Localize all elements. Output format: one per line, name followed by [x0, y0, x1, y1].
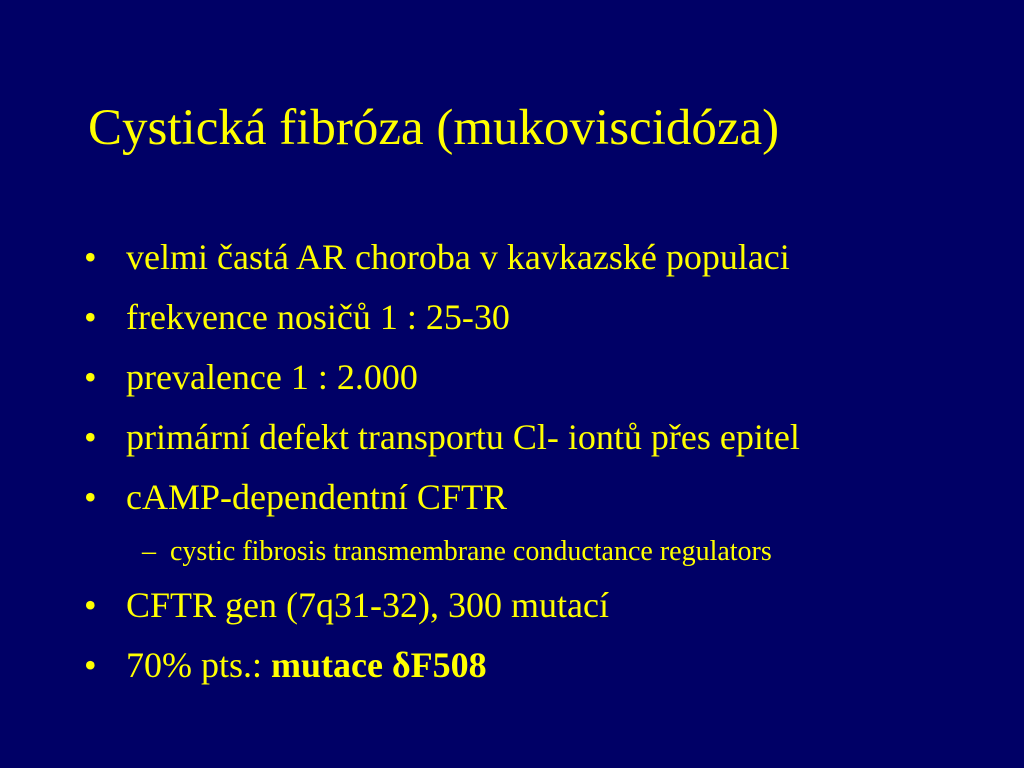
bullet-marker: • — [84, 477, 97, 517]
sub-bullet-item — [82, 532, 1002, 580]
bullet-item — [82, 472, 1002, 532]
bullet-item — [82, 352, 1002, 412]
bullet-item — [82, 640, 1002, 700]
bullet-marker: • — [84, 357, 97, 397]
bullet-marker: • — [84, 417, 97, 457]
bullet-list — [82, 232, 1002, 700]
bullet-bold-text: mutace δF508 — [271, 645, 487, 685]
bullet-text: 70% pts.: — [126, 645, 272, 685]
sub-bullet-text: cystic fibrosis transmembrane conductance regulators — [170, 536, 772, 567]
bullet-item — [82, 412, 1002, 472]
bullet-marker: • — [84, 585, 97, 625]
bullet-text: cAMP-dependentní CFTR — [126, 477, 507, 517]
bullet-marker: • — [84, 645, 97, 685]
bullet-item — [82, 232, 1002, 292]
bullet-item — [82, 580, 1002, 640]
slide-title: Cystická fibróza (mukoviscidóza) — [88, 100, 780, 156]
dash-marker: – — [142, 536, 156, 567]
bullet-text: prevalence 1 : 2.000 — [126, 357, 418, 397]
bullet-item — [82, 292, 1002, 352]
bullet-text: primární defekt transportu Cl- iontů přes epitel — [126, 417, 800, 457]
bullet-marker: • — [84, 297, 97, 337]
bullet-marker: • — [84, 237, 97, 277]
bullet-text: CFTR gen (7q31-32), 300 mutací — [126, 585, 609, 625]
bullet-text: velmi častá AR choroba v kavkazské populaci — [126, 237, 790, 277]
bullet-text: frekvence nosičů 1 : 25-30 — [126, 297, 510, 337]
